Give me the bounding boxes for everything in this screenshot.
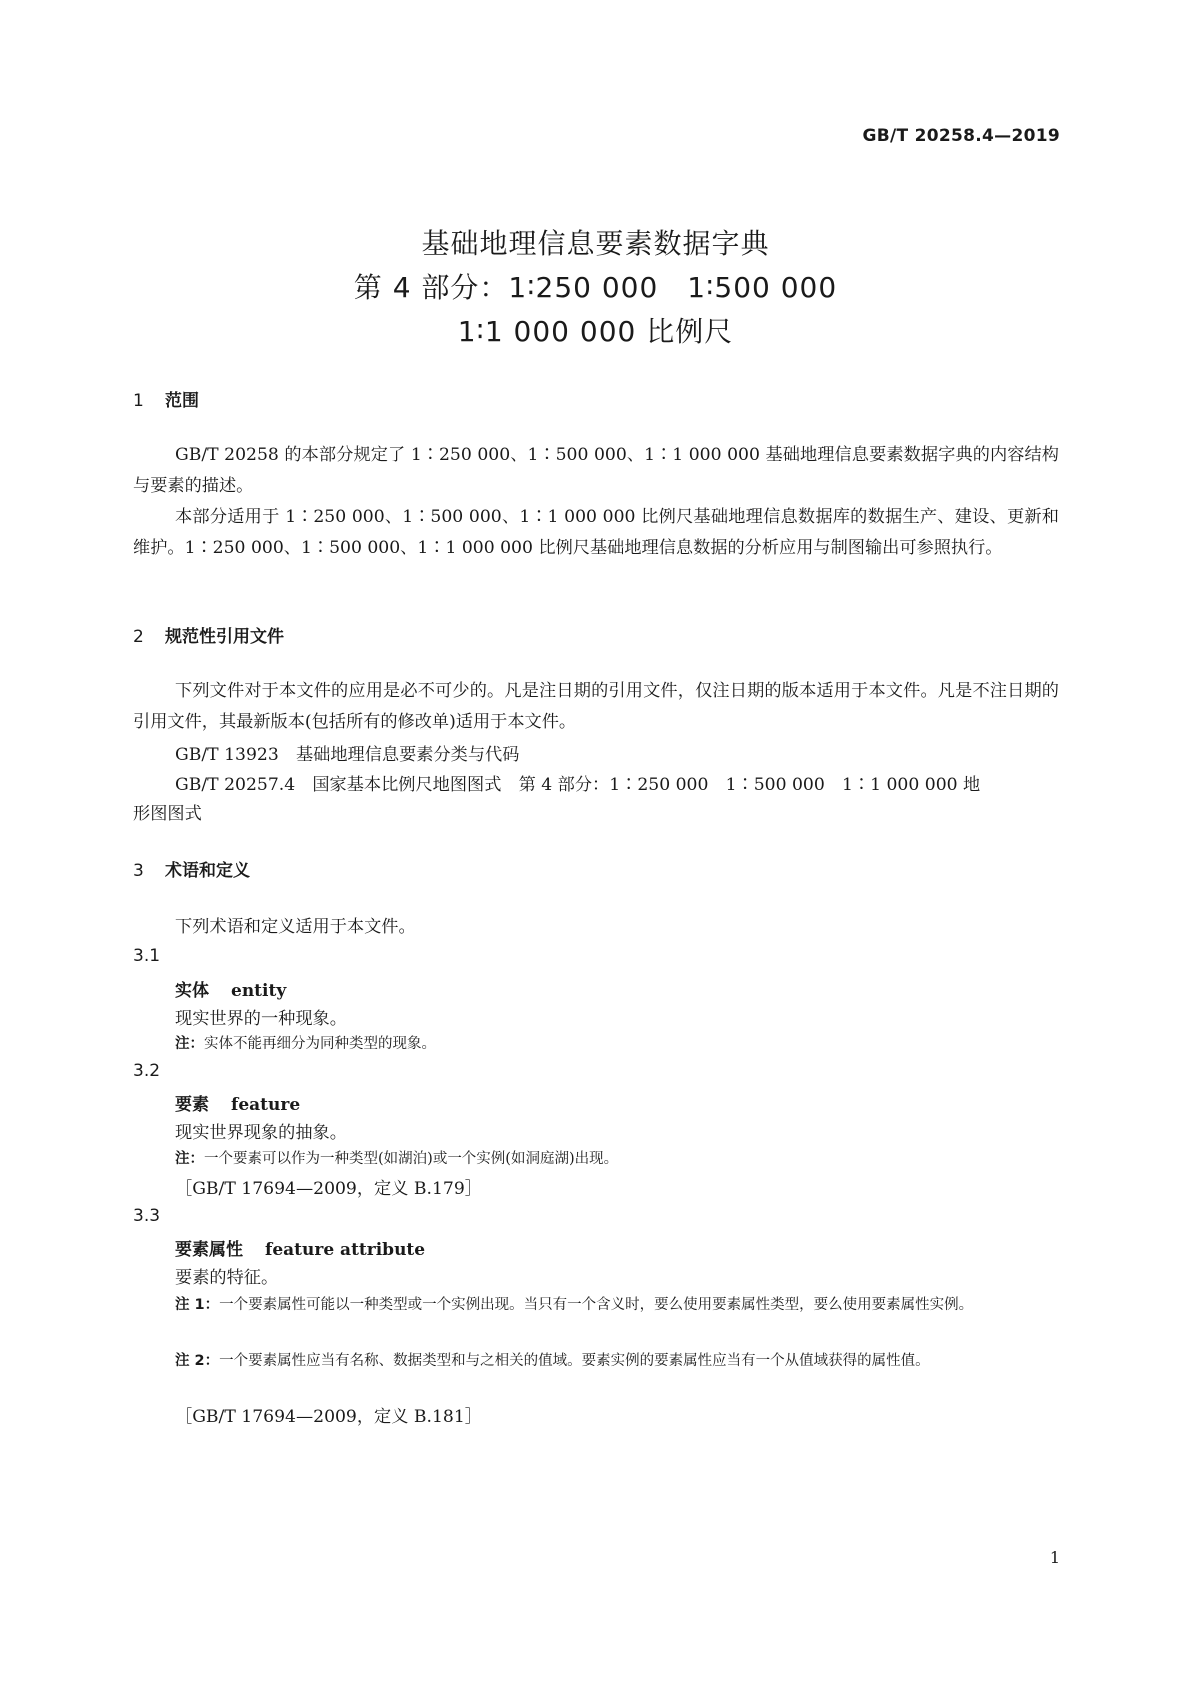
term-name [175, 1235, 425, 1260]
term-definition: 要素的特征。 [175, 1268, 279, 1288]
term-source: ［GB/T 17694—2009，定义 B.179］ [175, 1179, 482, 1199]
note-text: 一个要素属性可能以一种类型或一个实例出现。当只有一个含义时，要么使用要素属性类型，要么使用要素属性实例。 [219, 1297, 974, 1313]
term-name [175, 1090, 300, 1115]
normative-reference-2-continued: 形图图式 [133, 804, 202, 824]
section-1-paragraph-2: 本部分适用于 1∶250 000、1∶500 000、1∶1 000 000 比例尺基础地理信息数据库的数据生产、建设、更新和维护。1∶250 000、1∶500 000、1∶1 000 000 比例尺基础地理信息数据的分析应用与制图输出可参照执行。 [133, 507, 1059, 558]
section-title: 术语和定义 [165, 861, 250, 881]
term-number: 3.2 [133, 1061, 161, 1081]
term-definition: 现实世界现象的抽象。 [175, 1123, 347, 1143]
section-2-heading [133, 622, 284, 647]
note-text: 一个要素可以作为一种类型(如湖泊)或一个实例(如洞庭湖)出现。 [204, 1151, 619, 1167]
document-title [0, 222, 1191, 354]
section-3-heading [133, 856, 250, 881]
section-title: 范围 [165, 391, 199, 411]
section-number: 2 [133, 627, 144, 647]
term-name-en: feature [231, 1095, 301, 1115]
term-source: ［GB/T 17694—2009，定义 B.181］ [175, 1407, 482, 1427]
section-2-paragraph-1: 下列文件对于本文件的应用是必不可少的。凡是注日期的引用文件，仅注日期的版本适用于本文件。凡是不注日期的引用文件，其最新版本(包括所有的修改单)适用于本文件。 [133, 681, 1059, 732]
section-1-paragraph-1: GB/T 20258 的本部分规定了 1∶250 000、1∶500 000、1∶1 000 000 基础地理信息要素数据字典的内容结构与要素的描述。 [133, 445, 1059, 496]
term-name-zh: 实体 [175, 981, 209, 1001]
term-number: 3.1 [133, 946, 161, 966]
title-line-1: 基础地理信息要素数据字典 [421, 227, 770, 260]
normative-reference-1: GB/T 13923 基础地理信息要素分类与代码 [175, 745, 520, 765]
term-name-en: entity [231, 981, 287, 1001]
note-label: 注： [175, 1151, 204, 1167]
normative-reference-2: GB/T 20257.4 国家基本比例尺地图图式 第 4 部分：1∶250 000 1∶500 000 1∶1 000 000 地 [175, 775, 981, 795]
section-number: 1 [133, 391, 144, 411]
section-number: 3 [133, 861, 144, 881]
term-number: 3.3 [133, 1206, 161, 1226]
note-label: 注： [175, 1036, 204, 1052]
note-label: 注 1： [175, 1297, 220, 1313]
section-3-intro: 下列术语和定义适用于本文件。 [175, 917, 416, 937]
page-number: 1 [1049, 1548, 1060, 1567]
note-label: 注 2： [175, 1353, 220, 1369]
title-line-2: 第 4 部分：1∶250 000 1∶500 000 [353, 271, 838, 304]
note-text: 实体不能再细分为同种类型的现象。 [204, 1036, 436, 1052]
term-name-en: feature attribute [265, 1240, 426, 1260]
term-definition: 现实世界的一种现象。 [175, 1009, 347, 1029]
standard-code: GB/T 20258.4—2019 [862, 126, 1060, 146]
term-note [175, 1032, 1059, 1056]
term-name [175, 976, 286, 1001]
title-line-3: 1∶1 000 000 比例尺 [457, 315, 734, 348]
term-name-zh: 要素属性 [175, 1240, 243, 1260]
term-name-zh: 要素 [175, 1095, 209, 1115]
section-1-heading [133, 386, 199, 411]
term-note-2 [175, 1349, 1059, 1374]
term-note [175, 1147, 1059, 1171]
note-text: 一个要素属性应当有名称、数据类型和与之相关的值域。要素实例的要素属性应当有一个从值域获得的属性值。 [219, 1353, 930, 1369]
term-note-1 [175, 1293, 1059, 1318]
section-title: 规范性引用文件 [165, 627, 284, 647]
